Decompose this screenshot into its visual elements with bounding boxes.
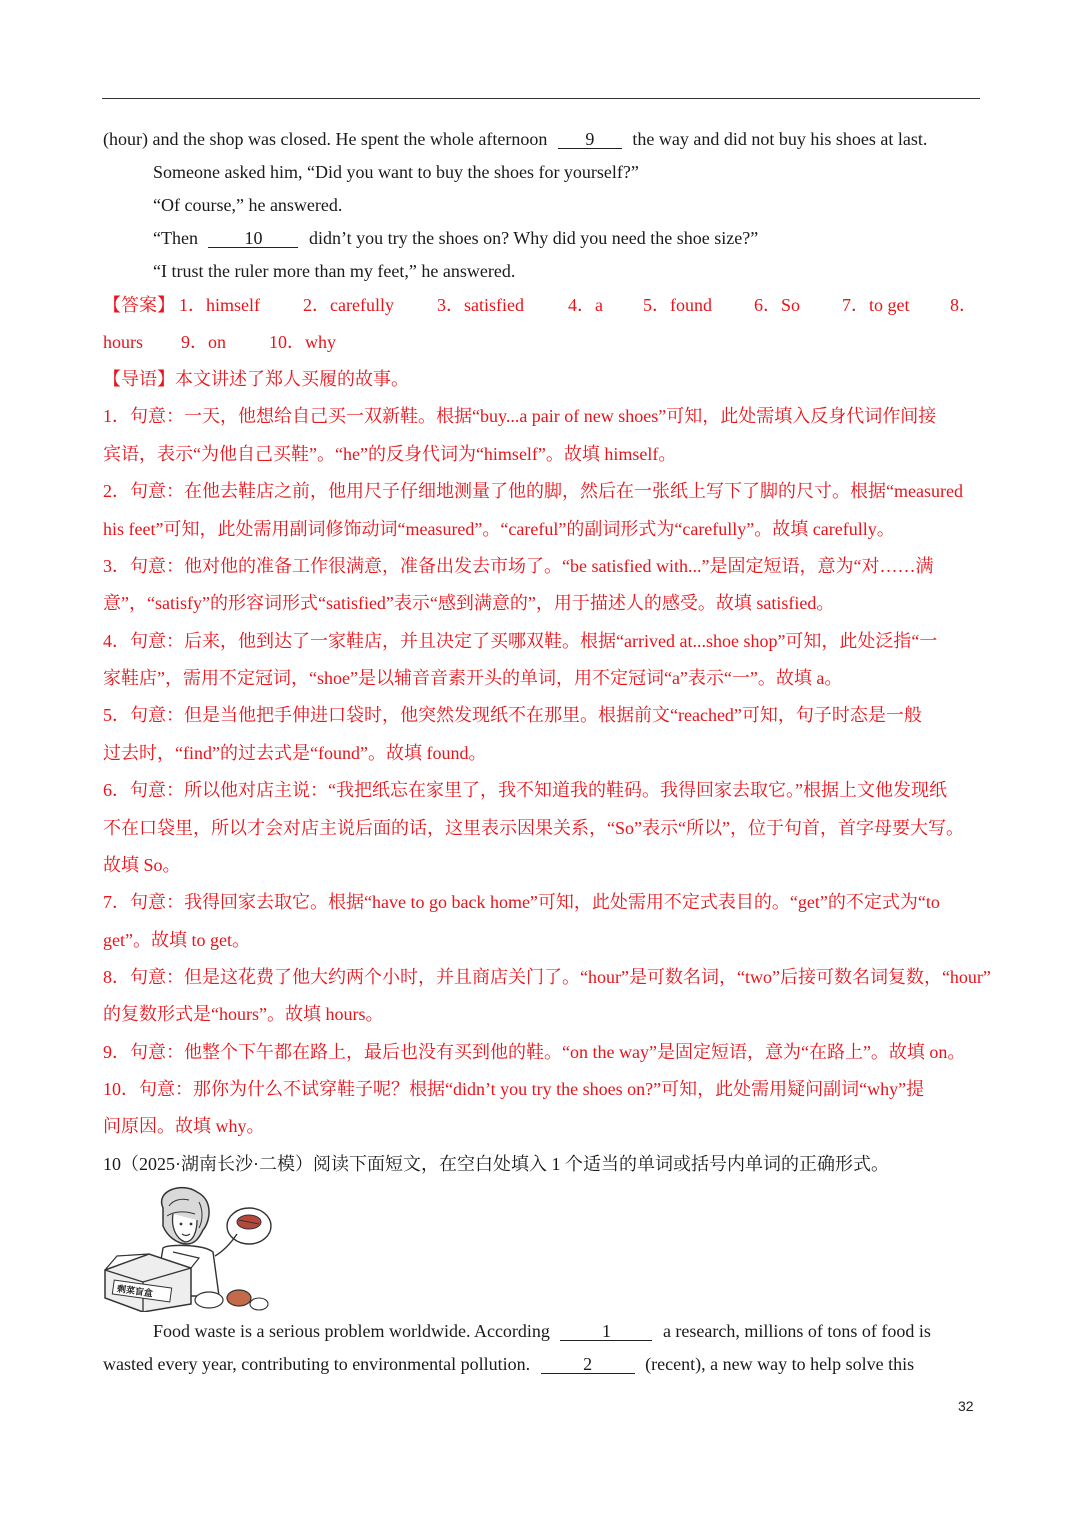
story-text: “Then <box>153 228 198 248</box>
guide-text: 本文讲述了郑人买履的故事。 <box>175 369 409 389</box>
explanation-line: 宾语，表示“为他自己买鞋”。“he”的反身代词为“himself”。故填 himself。 <box>103 444 677 464</box>
answer-row-2 <box>103 331 503 353</box>
explanation-line: 过去时，“find”的过去式是“found”。故填 found。 <box>103 743 487 763</box>
passage-line-1 <box>153 1320 931 1342</box>
explanation-line: 意”，“satisfy”的形容词形式“satisfied”表示“感到满意的”，用于描述人的感受。故填 satisfied。 <box>103 593 835 613</box>
guide-tag: 【导语】 <box>103 369 175 389</box>
answer-item: 1．himself <box>179 295 260 315</box>
explanation-line: 不在口袋里，所以才会对店主说后面的话，这里表示因果关系，“So”表示“所以”，位于句首，首字母要大写。 <box>103 818 964 838</box>
explanation-line: 9．句意：他整个下午都在路上，最后也没有买到他的鞋。“on the way”是固定短语，意为“在路上”。故填 on。 <box>103 1042 966 1062</box>
question-heading: 10（2025·湖南长沙·二模）阅读下面短文，在空白处填入 1 个适当的单词或括号内单词的正确形式。 <box>103 1154 889 1174</box>
answer-item: 6．So <box>754 295 801 315</box>
explanation-line: 5．句意：但是当他把手伸进口袋时，他突然发现纸不在那里。根据前文“reached”可知，句子时态是一般 <box>103 705 922 725</box>
story-text: didn’t you try the shoes on? Why did you need the shoe size?” <box>308 228 759 248</box>
answer-item: hours <box>103 332 143 352</box>
story-line-3: “Of course,” he answered. <box>153 195 343 215</box>
explanation-line: get”。故填 to get。 <box>103 930 250 950</box>
answer-tag: 【答案】 <box>103 295 175 315</box>
explanation-line: 3．句意：他对他的准备工作很满意，准备出发去市场了。“be satisfied with...”是固定短语，意为“对……满 <box>103 556 934 576</box>
explanation-line: 的复数形式是“hours”。故填 hours。 <box>103 1004 384 1024</box>
answer-item: 7．to get <box>842 295 910 315</box>
answer-item: 4．a <box>568 295 603 315</box>
answer-item: 5．found <box>643 295 712 315</box>
blank-9: 9 <box>558 130 622 149</box>
passage-text: a research, millions of tons of food is <box>662 1321 931 1341</box>
story-line-2: Someone asked him, “Did you want to buy the shoes for yourself?” <box>153 162 639 182</box>
explanation-line: 8．句意：但是这花费了他大约两个小时，并且商店关门了。“hour”是可数名词，“two”后接可数名词复数，“hour” <box>103 967 991 987</box>
story-line-4 <box>153 227 758 249</box>
explanation-line: 10．句意：那你为什么不试穿鞋子呢？根据“didn’t you try the shoes on?”可知，此处需用疑问副词“why”提 <box>103 1079 925 1099</box>
passage-text: Food waste is a serious problem worldwide. According <box>153 1321 550 1341</box>
answer-item: 9．on <box>181 332 226 352</box>
blank-2: 2 <box>541 1355 635 1374</box>
passage-text: (recent), a new way to help solve this <box>645 1354 915 1374</box>
explanation-line: 故填 So。 <box>103 855 181 875</box>
story-line-5: “I trust the ruler more than my feet,” he answered. <box>153 261 516 281</box>
woman-with-food-box-illustration <box>103 1186 275 1312</box>
answer-item: 10．why <box>269 332 336 352</box>
blank-1: 1 <box>560 1322 652 1341</box>
page-number: 32 <box>958 1398 974 1414</box>
story-text: (hour) and the shop was closed. He spent the whole afternoon <box>103 129 548 149</box>
story-line-1 <box>103 128 927 150</box>
answer-row-1 <box>103 294 983 316</box>
explanation-line: 家鞋店”，需用不定冠词，“shoe”是以辅音音素开头的单词，用不定冠词“a”表示“一”。故填 a。 <box>103 668 843 688</box>
passage-line-2 <box>103 1353 914 1375</box>
story-text: the way and did not buy his shoes at last. <box>632 129 928 149</box>
passage-text: wasted every year, contributing to environmental pollution. <box>103 1354 531 1374</box>
explanation-line: 6．句意：所以他对店主说：“我把纸忘在家里了，我不知道我的鞋码。我得回家去取它。”根据上文他发现纸 <box>103 780 947 800</box>
explanation-line: his feet”可知，此处需用副词修饰动词“measured”。“careful”的副词形式为“carefully”。故填 carefully。 <box>103 519 895 539</box>
explanation-line: 4．句意：后来，他到达了一家鞋店，并且决定了买哪双鞋。根据“arrived at...shoe shop”可知，此处泛指“一 <box>103 631 938 651</box>
answer-item: 2．carefully <box>303 295 394 315</box>
answer-item: 8． <box>950 295 977 315</box>
answer-item: 3．satisfied <box>437 295 524 315</box>
box-label-icon: 剩菜盲盒 <box>116 1284 154 1300</box>
explanation-line: 7．句意：我得回家去取它。根据“have to go back home”可知，此处需用不定式表目的。“get”的不定式为“to <box>103 892 940 912</box>
blank-10: 10 <box>208 229 298 248</box>
explanation-line: 1．句意：一天，他想给自己买一双新鞋。根据“buy...a pair of new shoes”可知，此处需填入反身代词作间接 <box>103 406 937 426</box>
explanation-line: 2．句意：在他去鞋店之前，他用尺子仔细地测量了他的脚，然后在一张纸上写下了脚的尺寸。根据“measured <box>103 481 963 501</box>
guide-line <box>103 368 409 390</box>
explanation-line: 问原因。故填 why。 <box>103 1116 265 1136</box>
header-rule <box>102 98 980 99</box>
